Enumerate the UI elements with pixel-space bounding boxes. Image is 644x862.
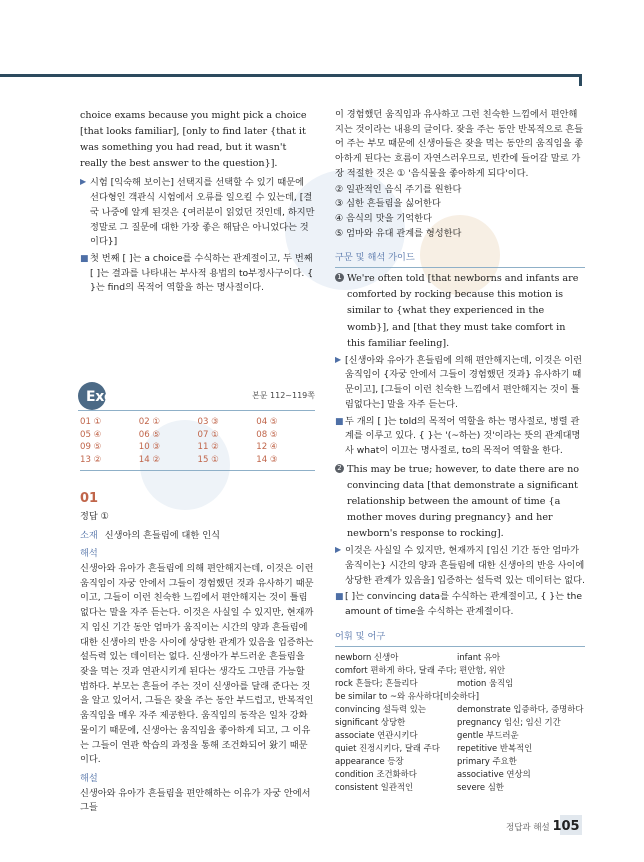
vocab-item: significant 상당한 xyxy=(335,716,406,727)
guide-1-translation xyxy=(335,354,585,413)
vocab-item: primary 주요한 xyxy=(457,755,517,766)
grammar-note xyxy=(80,252,315,296)
vocab-item: be similar to ~와 유사하다[비슷하다] xyxy=(335,690,479,701)
question-answer: 정답 ① xyxy=(80,510,109,522)
vocab-item: appearance 등장 xyxy=(335,755,404,766)
translation-note xyxy=(80,176,315,250)
grammar-text: 첫 번째 [ ]는 a choice를 수식하는 관계절이고, 두 번째 [ ]는 결과를 나타내는 부사적 용법의 to부정사구이다. { }는 find의 목적어 역할을 하는 명사절이다. xyxy=(90,253,314,294)
vocab-item: gentle 부드러운 xyxy=(457,729,519,740)
answer-item: 06 ⑤ xyxy=(138,429,161,440)
guide-1-translation-text: [신생아와 유아가 흔들림에 의해 편안해지는데, 이것은 이런 움직임이 {자궁 안에서 그들이 경험했던 것과} 유사하기 때문이고], [그들이 이런 친숙한 느낌에서 편안해지는 것이 틀림없다는] 말을 자주 듣는다. xyxy=(345,354,583,410)
page-footer xyxy=(506,817,580,838)
answer-item: 12 ④ xyxy=(256,442,278,453)
square-bullet-icon: ■ xyxy=(335,592,344,603)
option-item: ② 일관적인 음식 주기를 원한다 xyxy=(335,183,462,195)
left-column xyxy=(80,108,315,816)
answer-key xyxy=(80,416,315,466)
answer-key-rule xyxy=(80,470,315,471)
guide-2-translation-text: 이것은 사실일 수 있지만, 현재까지 [임신 기간 동안 엄마가 움직이는} 시간의 양과 흔들림에 대한 신생아의 반응 사이에 상당한 관계가 있음을] 입증하는 설득력 있는 데이터는 없다. xyxy=(345,545,585,586)
guide-title: 구문 및 해석 가이드 xyxy=(335,251,585,268)
answer-item: 15 ① xyxy=(197,454,219,465)
vocab-item: motion 움직임 xyxy=(457,677,514,688)
answer-item: 07 ① xyxy=(197,429,219,440)
exercises-title: Exercises xyxy=(86,389,158,406)
answer-item: 04 ⑤ xyxy=(256,417,278,428)
page-number: 105 xyxy=(552,819,580,834)
number-1-icon: 1 xyxy=(335,273,344,282)
right-column xyxy=(335,108,585,794)
number-2-icon: 2 xyxy=(335,464,344,473)
option-item: ⑤ 엄마와 유대 관계를 형성한다 xyxy=(335,227,462,239)
vocab-item: comfort 편하게 하다, 달래 주다; 편안함, 위안 xyxy=(335,664,506,675)
guide-2-grammar xyxy=(335,590,585,619)
header-rule-tick xyxy=(579,74,582,86)
option-item: ④ 음식의 맛을 기억한다 xyxy=(335,213,432,225)
footer-label: 정답과 해설 xyxy=(506,823,550,833)
answer-item: 14 ② xyxy=(138,454,161,465)
vocab-item: associate 연관시키다 xyxy=(335,729,418,740)
option-list xyxy=(335,183,585,242)
guide-2-translation xyxy=(335,544,585,588)
option-item: ③ 심한 흔들림을 싫어한다 xyxy=(335,198,441,210)
answer-item: 08 ⑤ xyxy=(256,429,278,440)
vocab-item: quiet 진정시키다, 달래 주다 xyxy=(335,742,440,753)
square-bullet-icon: ■ xyxy=(80,254,89,265)
vocab-item: convincing 설득력 있는 xyxy=(335,703,426,714)
exercises-header xyxy=(80,384,315,410)
triangle-icon: ▶ xyxy=(80,177,87,187)
answer-item: 01 ① xyxy=(80,417,102,428)
triangle-icon: ▶ xyxy=(335,354,342,364)
commentary-continued: 이 경험했던 움직임과 유사하고 그런 친숙한 느낌에서 편안해지는 것이라는 내용의 글이다. 잦을 주는 동안 반복적으로 흔들어 주는 부모 때문에 신생아들은 잦을 먹는 동안의 움직임을 좋아하게 된다는 흐름이 자연스러우므로, 빈칸에 들어갈 말로 가장 적절한 것은 ① '음식물을 좋아하게 되다'이다. xyxy=(335,109,584,179)
guide-item-1 xyxy=(335,271,585,352)
answer-item: 09 ⑤ xyxy=(80,442,102,453)
vocab-item: infant 유아 xyxy=(457,651,501,662)
vocab-title: 어휘 및 어구 xyxy=(335,630,585,647)
exercises-pages: 본문 112~119쪽 xyxy=(252,391,315,401)
vocab-item: demonstrate 입증하다, 증명하다 xyxy=(457,703,584,714)
english-passage: choice exams because you might pick a choice [that looks familiar], [only to find later {that it was something you had read, but it wasn't really the best answer to the question}]. xyxy=(80,110,307,170)
commentary-text: 신생아와 유아가 흔들림을 편안해하는 이유가 자궁 안에서 그들 xyxy=(80,787,311,814)
guide-sentence-1: We're often told [that newborns and infants are comforted by rocking because this motion is similar to {what they experienced in the womb}], and [that they must take comfort in this familiar feeling]. xyxy=(347,273,579,349)
explanation-label: 해석 xyxy=(80,548,98,560)
answer-item: 14 ③ xyxy=(256,454,278,465)
guide-1-grammar xyxy=(335,415,585,459)
subject-line xyxy=(80,529,315,544)
vocab-item: repetitive 반복적인 xyxy=(457,742,533,753)
vocab-list xyxy=(335,651,585,794)
answer-item: 13 ② xyxy=(80,454,102,465)
square-bullet-icon: ■ xyxy=(335,416,344,427)
guide-1-grammar-text: 두 개의 [ ]는 told의 목적어 역할을 하는 명사절로, 병렬 관계를 이루고 있다. { }는 '(~하는) 것'이라는 뜻의 관계대명사 what이 이끄는 명사절로, to의 목적어 역할을 한다. xyxy=(345,415,581,457)
vocab-item: pregnancy 임신; 임신 기간 xyxy=(457,716,561,727)
header-rule xyxy=(0,74,582,77)
triangle-icon: ▶ xyxy=(335,545,342,555)
commentary-label: 해설 xyxy=(80,773,98,785)
guide-item-2 xyxy=(335,462,585,543)
vocab-item: condition 조건화하다 xyxy=(335,768,417,779)
vocab-item: newborn 신생아 xyxy=(335,651,399,662)
vocab-item: severe 심한 xyxy=(457,781,504,792)
answer-item: 10 ③ xyxy=(138,442,161,453)
answer-item: 03 ③ xyxy=(197,417,219,428)
explanation-text: 신생아와 유아가 흔들림에 의해 편안해지는데, 이것은 이런 움직임이 자궁 안에서 그들이 경험했던 것과 유사하기 때문이고, 그들이 이런 친숙한 느낌에서 편안해지는 것이 틀림없다는 말을 자주 듣는다. 이것은 사실일 수 있지만, 현재까지 임신 기간 동안 엄마가 움직이는 시간의 양과 흔들림에 대한 신생아의 반응 사이에 상당한 관계가 있음을 입증하는 설득력 있는 데이터는 없다. 신생아가 부드러운 흔들림을 잦을 먹는 것과 연관시키게 된다는 생각도 그만큼 가능할 법하다. 부모는 흔들어 주는 것이 신생아를 달래 준다는 것을 알고 있어서, 그들은 잦을 주는 동안 부드럽고, 반복적인 움직임을 매우 자주 제공한다. 움직임의 동작은 일차 강화물이기 때문에, 신생아는 움직임을 좋아하게 되고, 그 이유는 그들이 연관 학습의 과정을 통해 조건화되어 왔기 때문이다. xyxy=(80,562,314,766)
guide-sentence-2: This may be true; however, to date there are no convincing data [that demonstrate a significant relationship between the amount of time {a mother moves during pregnancy} and her newborn's response to rocking]. xyxy=(347,463,580,540)
vocab-item: associative 연상의 xyxy=(457,768,531,779)
subject-label: 소재 xyxy=(80,529,98,541)
answer-item: 02 ① xyxy=(138,417,161,428)
vocab-item: consistent 일관적인 xyxy=(335,781,414,792)
answer-item: 05 ④ xyxy=(80,429,102,440)
vocab-item: rock 흔들다; 흔들리다 xyxy=(335,677,418,688)
exercises-rule xyxy=(78,410,315,411)
answer-item: 11 ② xyxy=(197,442,219,453)
subject-text: 신생아의 흔들림에 대한 인식 xyxy=(104,529,220,541)
translation-text: 시험 [익숙해 보이는] 선택지를 선택할 수 있기 때문에 선다형인 객관식 시험에서 오류를 일으킬 수 있는데, [결국 나중에 알게 된것은 {여러분이 읽었던 것인데, 하지만 정말로 그 질문에 대한 가장 좋은 해답은 아니었다는 것이다}] xyxy=(90,177,315,248)
guide-2-grammar-text: [ ]는 convincing data를 수식하는 관계절이고, { }는 the amount of time을 수식하는 관계절이다. xyxy=(345,591,582,618)
question-number: 01 xyxy=(80,491,99,506)
